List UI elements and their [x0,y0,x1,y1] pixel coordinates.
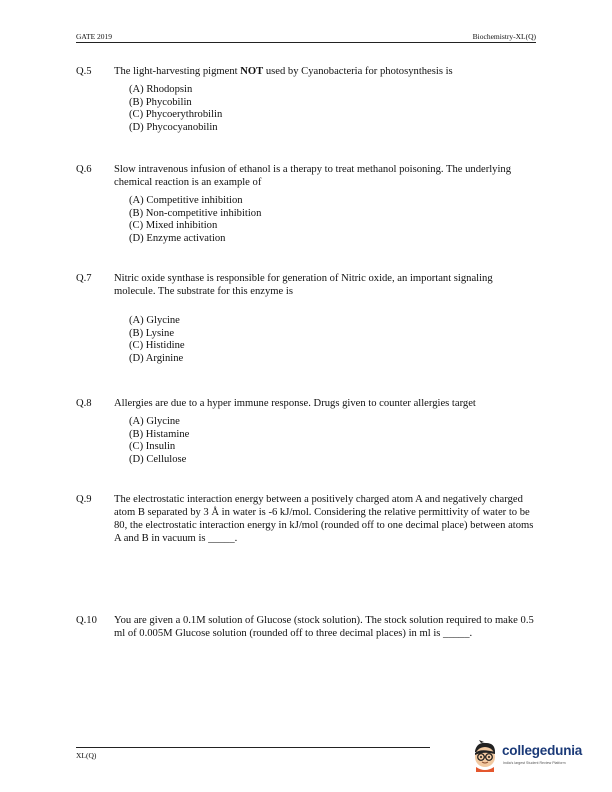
question-10 [76,614,536,640]
question-8 [76,397,536,466]
options-list [129,315,536,365]
option-a: (A) Rhodopsin [129,84,193,95]
option-b: (B) Histamine [129,428,190,440]
question-number: Q.10 [76,615,97,626]
option-a: (A) Glycine [129,416,180,427]
header-exam-name: GATE 2019 [76,32,113,41]
option-a: (A) Glycine [129,315,180,326]
option-c: (C) Histidine [129,340,185,352]
options-list [129,195,536,245]
question-number: Q.9 [76,494,92,505]
question-text: Slow intravenous infusion of ethanol is a therapy to treat methanol poisoning. The underlying chemical reaction is an example of [114,164,511,188]
question-text: You are given a 0.1M solution of Glucose (stock solution). The stock solution required to make 0.5 ml of 0.005M Glucose solution (rounded off to three decimal places) in ml is _____. [114,615,534,639]
option-d: (D) Enzyme activation [129,232,226,244]
emphasis-not: NOT [240,66,264,77]
option-b: (B) Phycobilin [129,96,192,108]
header-divider [76,42,536,43]
question-6 [76,163,536,245]
question-text: Allergies are due to a hyper immune response. Drugs given to counter allergies target [114,398,476,409]
question-text: The electrostatic interaction energy between a positively charged atom A and negatively charged atom B separated by 3 Å in water is -6 kJ/mol. Considering the relative permittivity of water to be 80, the electrostatic interaction energy in kJ/mol (rounded off to one decimal place) between atoms A and B in vacuum is _____. [114,494,534,544]
question-text: Nitric oxide synthase is responsible for generation of Nitric oxide, an important signaling molecule. The substrate for this enzyme is [114,273,493,297]
option-d: (D) Cellulose [129,453,187,465]
question-number: Q.8 [76,398,92,409]
collegedunia-logo [470,740,583,774]
option-c: (C) Phycoerythrobilin [129,109,223,121]
question-number: Q.7 [76,273,92,284]
question-7 [76,272,536,365]
brand-tagline: India's largest Student Review Platform [503,761,566,765]
footer-paper-code: XL(Q) [76,751,97,760]
option-d: (D) Phycocyanobilin [129,121,218,133]
option-d: (D) Arginine [129,352,184,364]
options-list [129,84,536,134]
option-a: (A) Competitive inhibition [129,195,243,206]
header-paper-code: Biochemistry-XL(Q) [472,32,536,41]
option-b: (B) Lysine [129,327,175,339]
question-number: Q.5 [76,66,92,77]
brand-name [502,743,582,758]
option-b: (B) Non-competitive inhibition [129,207,262,219]
option-c: (C) Insulin [129,441,176,453]
option-c: (C) Mixed inhibition [129,220,218,232]
brand-wordmark: collegedunia [502,743,583,758]
question-9 [76,493,536,545]
mascot-icon [470,740,500,772]
question-text: The light-harvesting pigment NOT used by Cyanobacteria for photosynthesis is [114,66,453,77]
footer-divider [76,747,430,748]
question-number: Q.6 [76,164,92,175]
question-5 [76,65,536,134]
options-list [129,416,536,466]
